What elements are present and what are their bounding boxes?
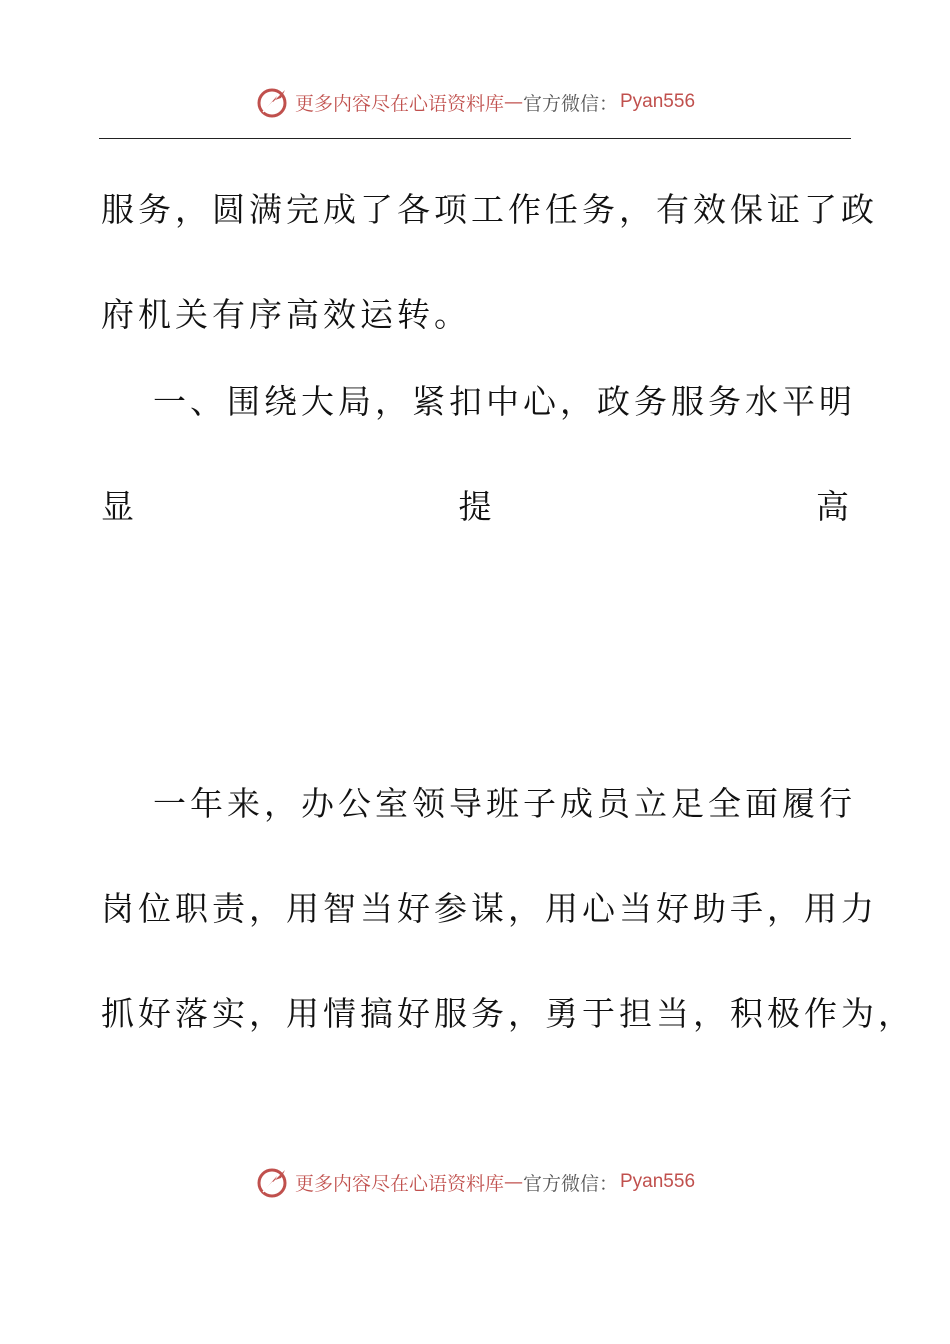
heading-char-2: 提 (458, 487, 492, 526)
heading-char-3: 高 (816, 487, 849, 526)
watermark-side-text: 官方微信： (522, 1172, 618, 1195)
quill-logo-icon (255, 84, 291, 120)
heading-char-1: 显 (101, 487, 134, 526)
watermark-dash: — (503, 1171, 523, 1193)
body-line-3: 一年来，办公室领导班子成员立足全面履行 (153, 784, 856, 823)
body-line-4: 岗位职责，用智当好参谋，用心当好助手，用力 (101, 889, 878, 928)
watermark-wechat-id: Pyan556 (620, 91, 696, 112)
section-heading-line-1: 一、围绕大局，紧扣中心，政务服务水平明 (153, 382, 856, 421)
watermark-side-text: 官方微信： (522, 92, 618, 115)
watermark-main-text: 更多内容尽在心语资料库 (294, 92, 504, 115)
footer-watermark (0, 1162, 950, 1202)
quill-logo-icon (255, 1164, 291, 1200)
watermark-wechat-id: Pyan556 (620, 1171, 696, 1192)
header-watermark (0, 82, 950, 122)
watermark-main-text: 更多内容尽在心语资料库 (294, 1172, 504, 1195)
body-line-2: 府机关有序高效运转。 (101, 295, 471, 334)
watermark-dash: — (503, 91, 523, 113)
body-line-5: 抓好落实，用情搞好服务，勇于担当，积极作为， (101, 994, 915, 1033)
section-heading-line-2 (101, 487, 849, 527)
body-line-1: 服务，圆满完成了各项工作任务，有效保证了政 (101, 190, 878, 229)
header-rule (99, 138, 851, 139)
